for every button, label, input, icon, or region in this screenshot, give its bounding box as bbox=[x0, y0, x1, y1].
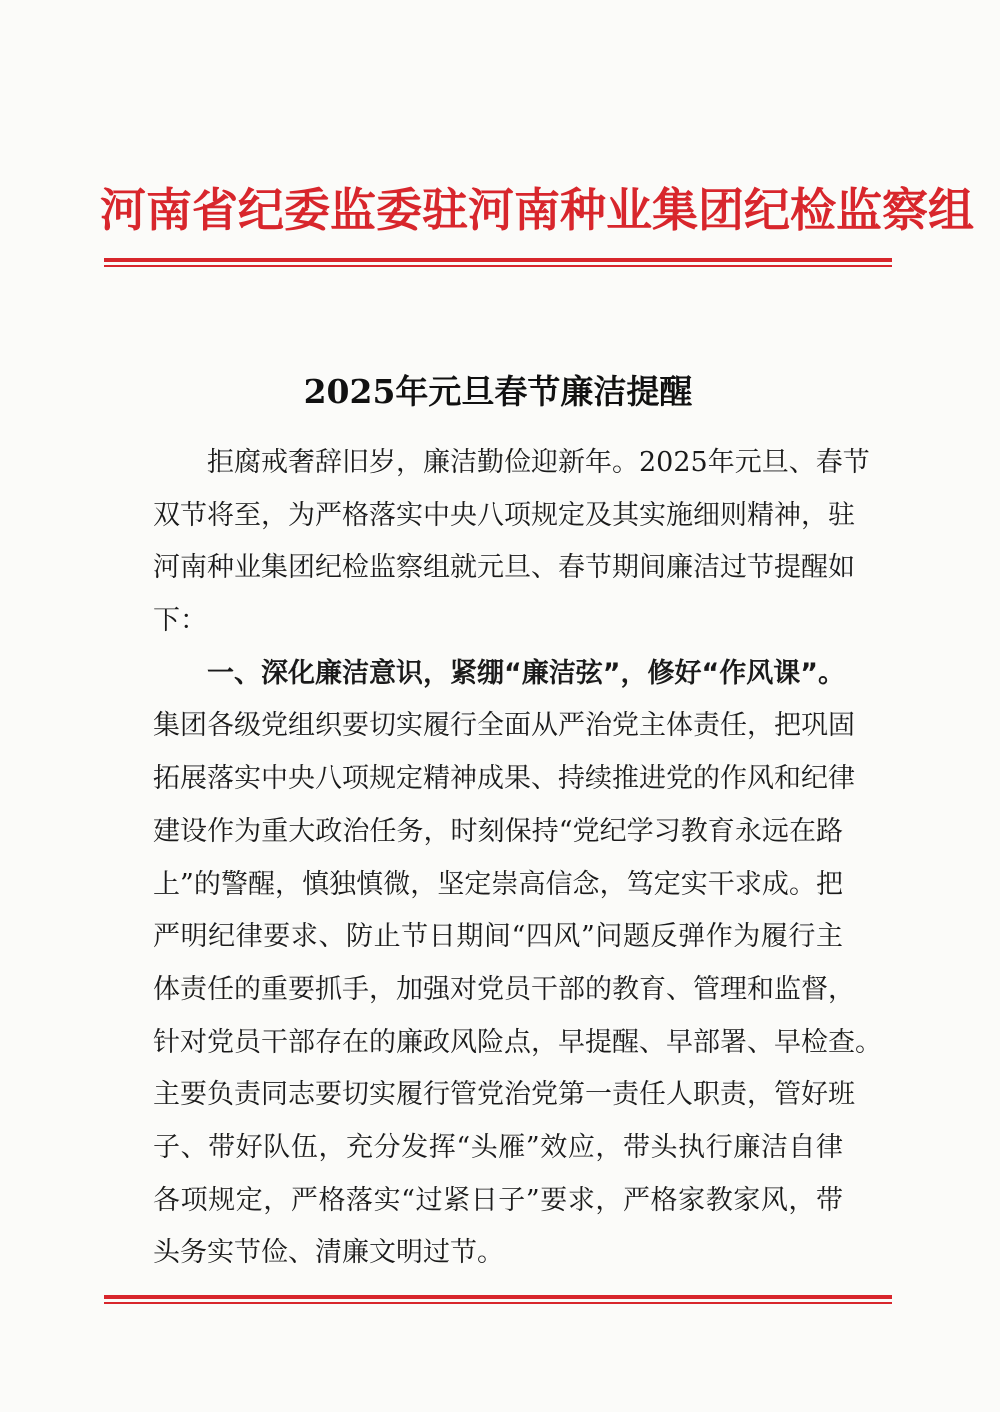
section-line: 严明纪律要求、防止节日期间“四风”问题反弹作为履行主 bbox=[153, 921, 843, 953]
header-divider bbox=[104, 258, 892, 270]
footer-divider-thick-line bbox=[104, 1295, 892, 1299]
intro-line: 河南种业集团纪检监察组就元旦、春节期间廉洁过节提醒如 bbox=[153, 552, 855, 584]
header-divider-thick-line bbox=[104, 258, 892, 262]
section-line: 体责任的重要抓手，加强对党员干部的教育、管理和监督， bbox=[153, 973, 855, 1005]
section-line: 拓展落实中央八项规定精神成果、持续推进党的作风和纪律 bbox=[153, 763, 855, 795]
section-line: 集团各级党组织要切实履行全面从严治党主体责任，把巩固 bbox=[153, 710, 855, 742]
section-line: 针对党员干部存在的廉政风险点，早提醒、早部署、早检查。 bbox=[153, 1026, 882, 1058]
document-title: 2025年元旦春节廉洁提醒 bbox=[303, 372, 693, 411]
section-line: 主要负责同志要切实履行管党治党第一责任人职责，管好班 bbox=[153, 1079, 855, 1111]
intro-line: 拒腐戒奢辞旧岁，廉洁勤俭迎新年。2025年元旦、春节 bbox=[207, 447, 870, 478]
footer-divider-thin-line bbox=[104, 1302, 892, 1304]
intro-line: 下： bbox=[153, 605, 207, 637]
document-body bbox=[153, 437, 882, 1280]
intro-line: 双节将至，为严格落实中央八项规定及其实施细则精神，驻 bbox=[153, 499, 855, 531]
footer-divider bbox=[104, 1295, 892, 1307]
section-line: 子、带好队伍，充分发挥“头雁”效应，带头执行廉洁自律 bbox=[153, 1131, 843, 1163]
header-divider-thin-line bbox=[104, 265, 892, 267]
section-heading: 一、深化廉洁意识，紧绷“廉洁弦”，修好“作风课”。 bbox=[207, 657, 845, 689]
org-header-title: 河南省纪委监委驻河南种业集团纪检监察组 bbox=[100, 183, 974, 237]
section-line: 上”的警醒，慎独慎微，坚定崇高信念，笃定实干求成。把 bbox=[153, 868, 843, 900]
section-line: 头务实节俭、清廉文明过节。 bbox=[153, 1237, 504, 1269]
section-line: 建设作为重大政治任务，时刻保持“党纪学习教育永远在路 bbox=[153, 815, 843, 847]
section-line: 各项规定，严格落实“过紧日子”要求，严格家教家风，带 bbox=[153, 1184, 843, 1216]
